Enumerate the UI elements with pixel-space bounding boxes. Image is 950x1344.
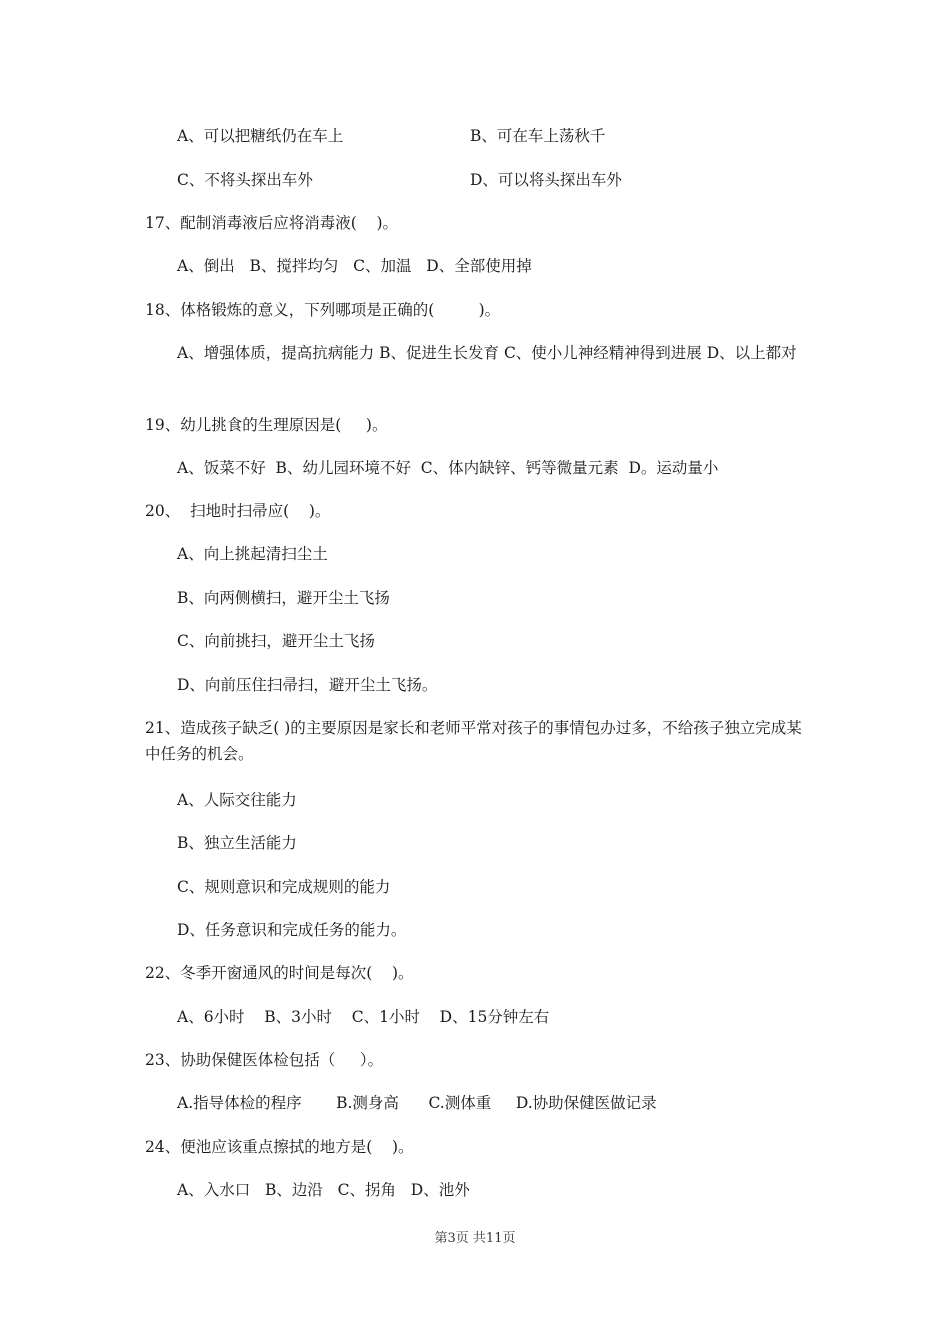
q22-options: A、6小时 B、3小时 C、1小时 D、15分钟左右 <box>177 1008 550 1026</box>
q17-stem: 17、配制消毒液后应将消毒液( )。 <box>145 214 399 232</box>
q19-stem: 19、幼儿挑食的生理原因是( )。 <box>145 416 388 434</box>
q16-option-a: A、可以把糖纸仍在车上 <box>177 127 344 145</box>
q17-options: A、倒出 B、搅拌均匀 C、加温 D、全部使用掉 <box>177 257 532 275</box>
q16-option-c: C、不将头探出车外 <box>177 171 313 189</box>
q20-option-b: B、向两侧横扫，避开尘土飞扬 <box>177 589 390 607</box>
q21-option-a: A、人际交往能力 <box>177 791 297 809</box>
q21-option-b: B、独立生活能力 <box>177 834 297 852</box>
page-footer: 第3页 共11页 <box>434 1231 516 1246</box>
q21-option-c: C、规则意识和完成规则的能力 <box>177 878 391 896</box>
q21-option-d: D、任务意识和完成任务的能力。 <box>177 921 407 939</box>
q16-option-d: D、可以将头探出车外 <box>470 171 622 189</box>
q19-options: A、饭菜不好 B、幼儿园环境不好 C、体内缺锌、钙等微量元素 D。运动量小 <box>177 459 719 477</box>
q22-stem: 22、冬季开窗通风的时间是每次( )。 <box>145 964 414 982</box>
q23-options: A.指导体检的程序 B.测身高 C.测体重 D.协助保健医做记录 <box>177 1094 657 1112</box>
q18-options: A、增强体质，提高抗病能力 B、促进生长发育 C、使小儿神经精神得到进展 D、以上都对 <box>177 344 797 362</box>
q24-stem: 24、便池应该重点擦拭的地方是( )。 <box>145 1138 414 1156</box>
q23-stem: 23、协助保健医体检包括（ ）。 <box>145 1051 384 1069</box>
q16-option-b: B、可在车上荡秋千 <box>470 127 606 145</box>
q20-stem: 20、 扫地时扫帚应( )。 <box>145 502 331 520</box>
q20-option-d: D、向前压住扫帚扫，避开尘土飞扬。 <box>177 676 438 694</box>
q21-stem: 21、造成孩子缺乏( )的主要原因是家长和老师平常对孩子的事情包办过多，不给孩子独立完成某中任务的机会。 <box>145 719 802 763</box>
q24-options: A、入水口 B、边沿 C、拐角 D、池外 <box>177 1181 470 1199</box>
q20-option-a: A、向上挑起清扫尘土 <box>177 545 328 563</box>
q20-option-c: C、向前挑扫，避开尘土飞扬 <box>177 632 375 650</box>
q18-stem: 18、体格锻炼的意义，下列哪项是正确的( )。 <box>145 301 501 319</box>
